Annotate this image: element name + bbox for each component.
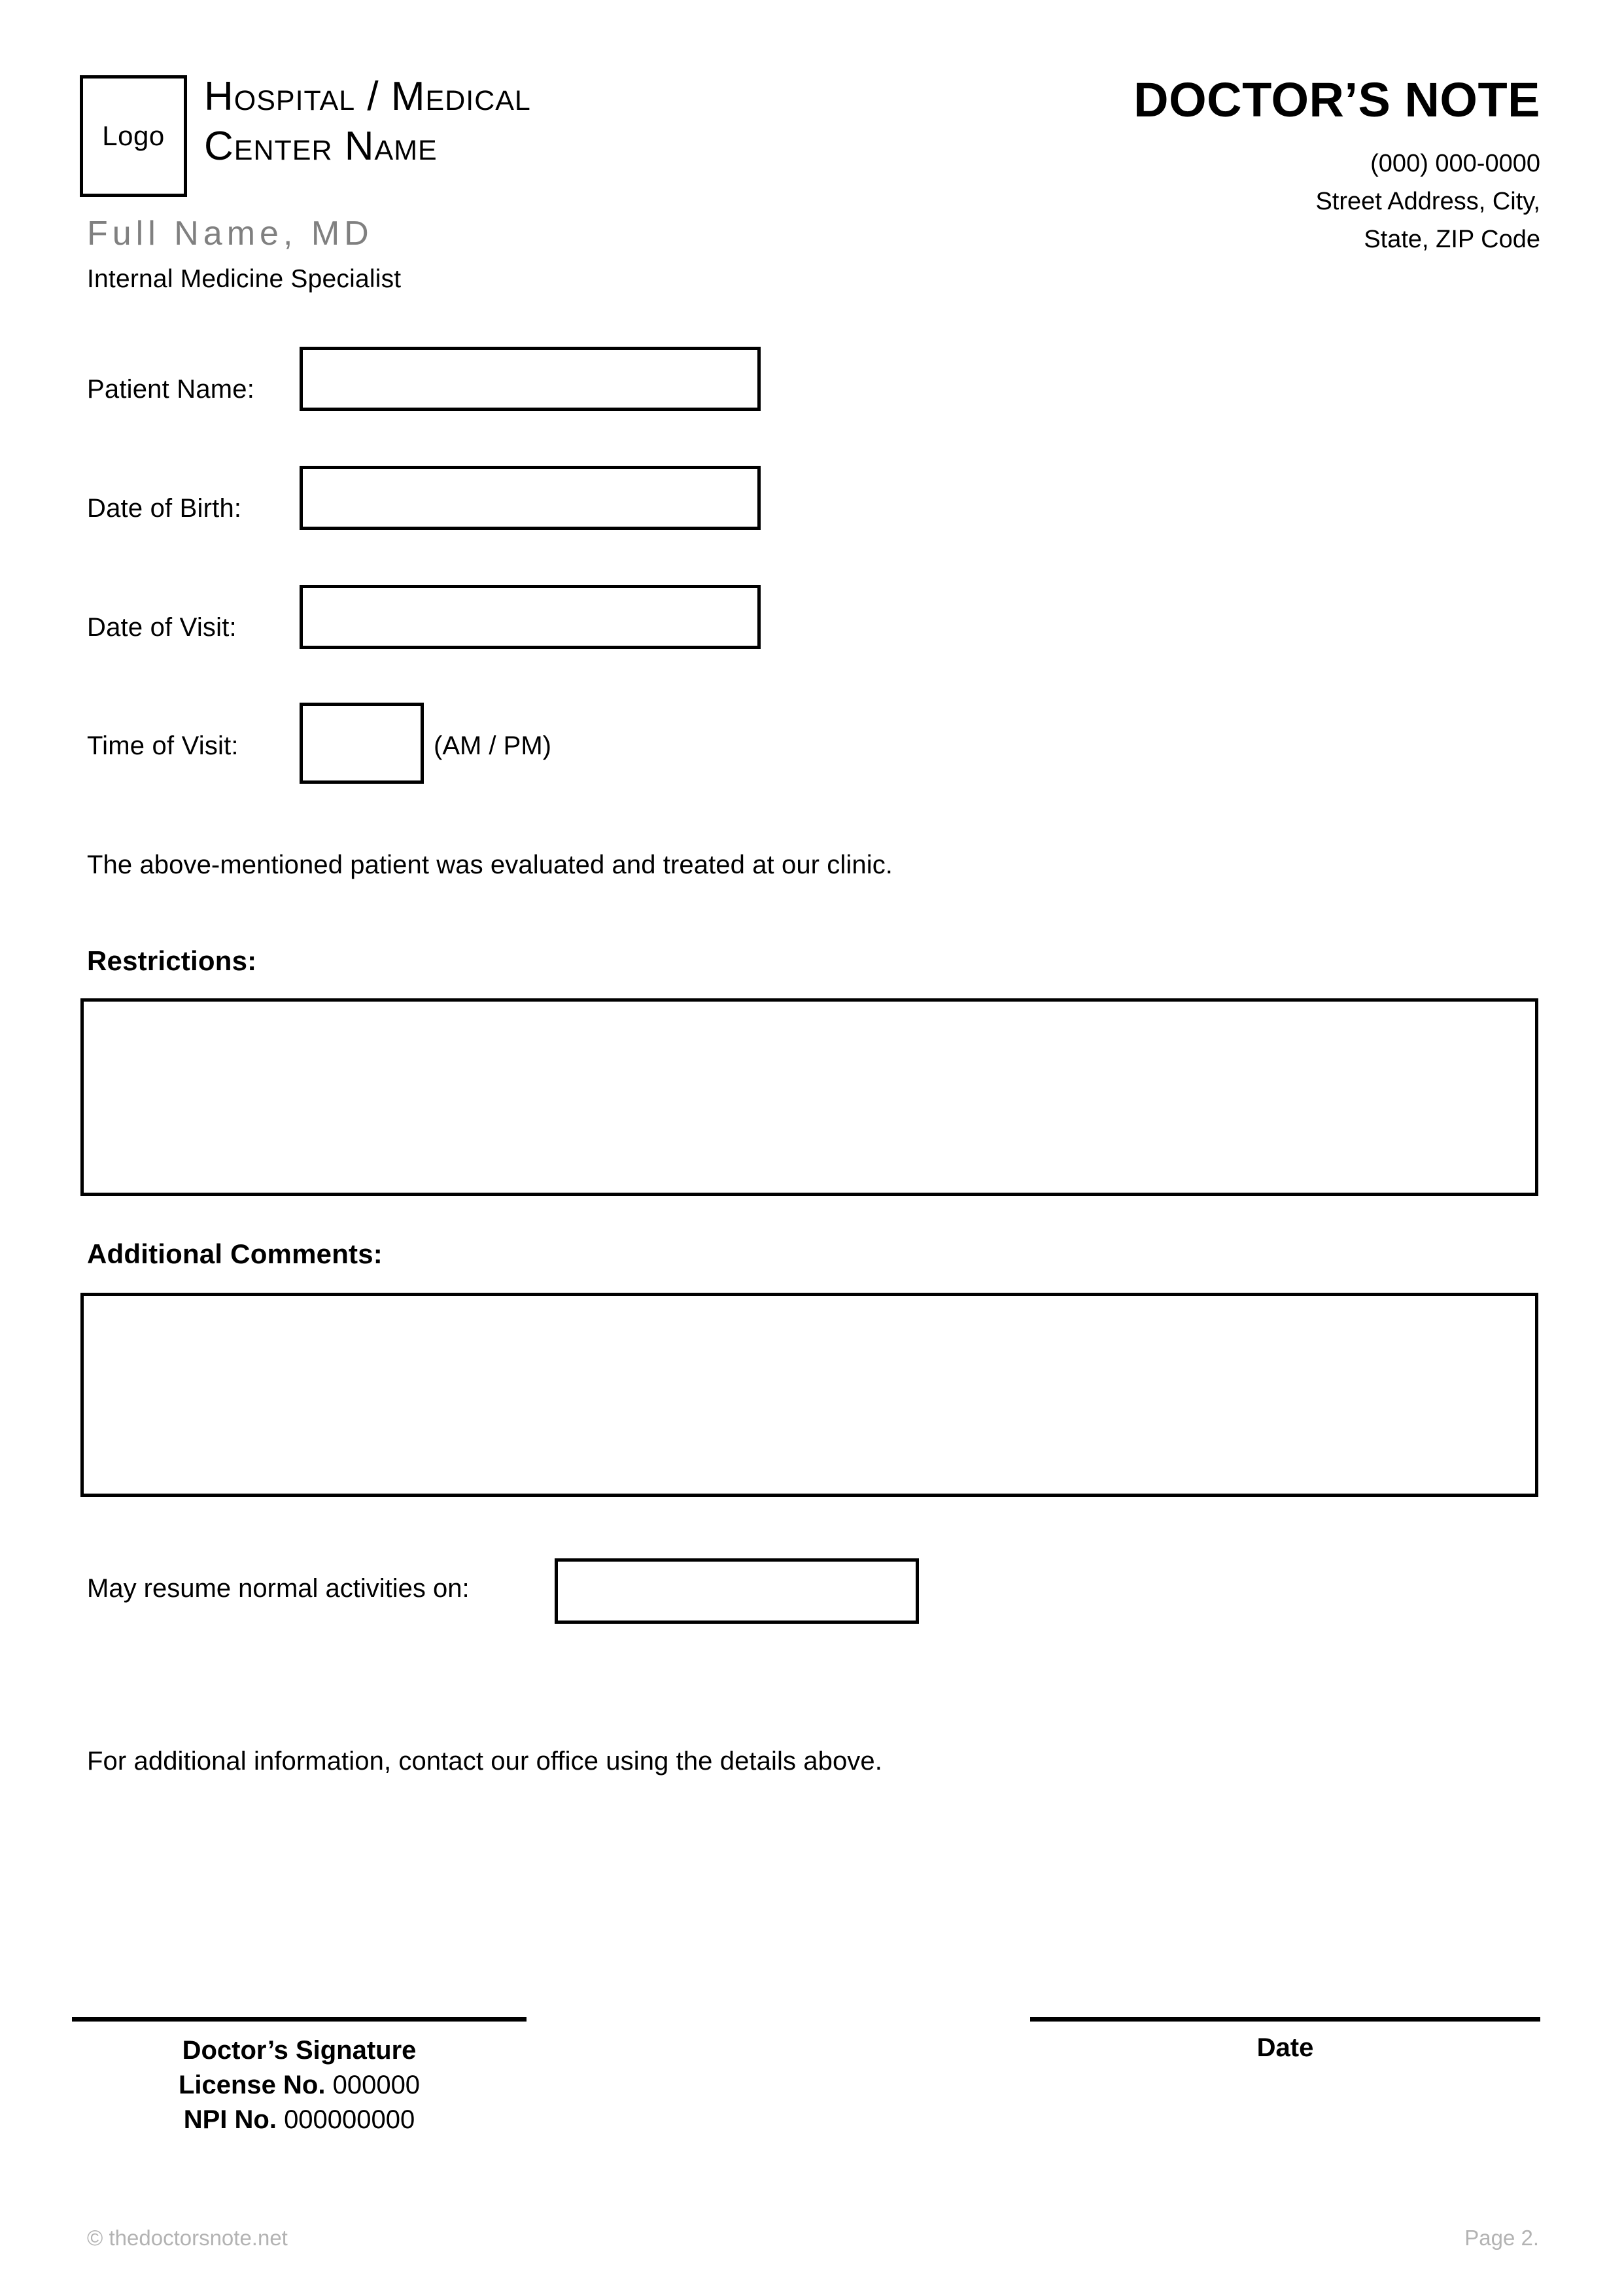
clinic-contact-block [952,145,1540,258]
am-pm-hint: (AM / PM) [434,731,551,760]
resume-activities-input[interactable] [555,1558,919,1624]
evaluation-statement: The above-mentioned patient was evaluated and treated at our clinic. [87,850,893,879]
patient-name-label: Patient Name: [87,375,255,404]
npi-value: 000000000 [284,2105,415,2135]
date-of-visit-label: Date of Visit: [87,613,237,642]
patient-name-input[interactable] [300,347,761,411]
page-title: DOCTOR’S NOTE [1133,73,1540,127]
logo-placeholder-label: Logo [102,120,165,151]
additional-comments-textarea[interactable] [80,1293,1538,1497]
organization-name-line-2: Center Name [204,123,438,169]
contact-office-note: For additional information, contact our office using the details above. [87,1747,882,1776]
restrictions-heading: Restrictions: [87,945,257,976]
organization-name-line-1: Hospital / Medical [204,74,531,119]
npi-row [72,2103,527,2137]
license-value: 000000 [332,2071,421,2100]
time-of-visit-label: Time of Visit: [87,731,239,760]
license-row [72,2068,527,2103]
doctor-signature-label: Doctor’s Signature [182,2036,417,2065]
doctor-signature-block [72,2033,527,2138]
logo-placeholder-box [80,75,187,197]
date-of-visit-input[interactable] [300,585,761,649]
resume-activities-label: May resume normal activities on: [87,1574,470,1603]
footer-copyright: © thedoctorsnote.net [87,2226,288,2250]
clinic-phone: (000) 000-0000 [1370,150,1540,177]
footer-page-number: Page 2. [1464,2226,1539,2250]
date-label: Date [1256,2033,1314,2062]
date-of-birth-label: Date of Birth: [87,494,242,523]
npi-label: NPI No. [183,2105,277,2135]
date-of-birth-input[interactable] [300,466,761,530]
organization-name [204,72,858,171]
date-signature-line[interactable] [1030,2017,1540,2022]
doctor-signature-line[interactable] [72,2017,527,2022]
doctor-specialty: Internal Medicine Specialist [87,265,402,293]
license-label: License No. [178,2071,326,2100]
additional-comments-heading: Additional Comments: [87,1238,383,1269]
time-of-visit-input[interactable] [300,703,424,784]
doctor-name: Full Name, MD [87,215,373,253]
clinic-address-line-2: State, ZIP Code [1364,225,1540,253]
clinic-address-line-1: Street Address, City, [1315,187,1540,215]
restrictions-textarea[interactable] [80,998,1538,1196]
